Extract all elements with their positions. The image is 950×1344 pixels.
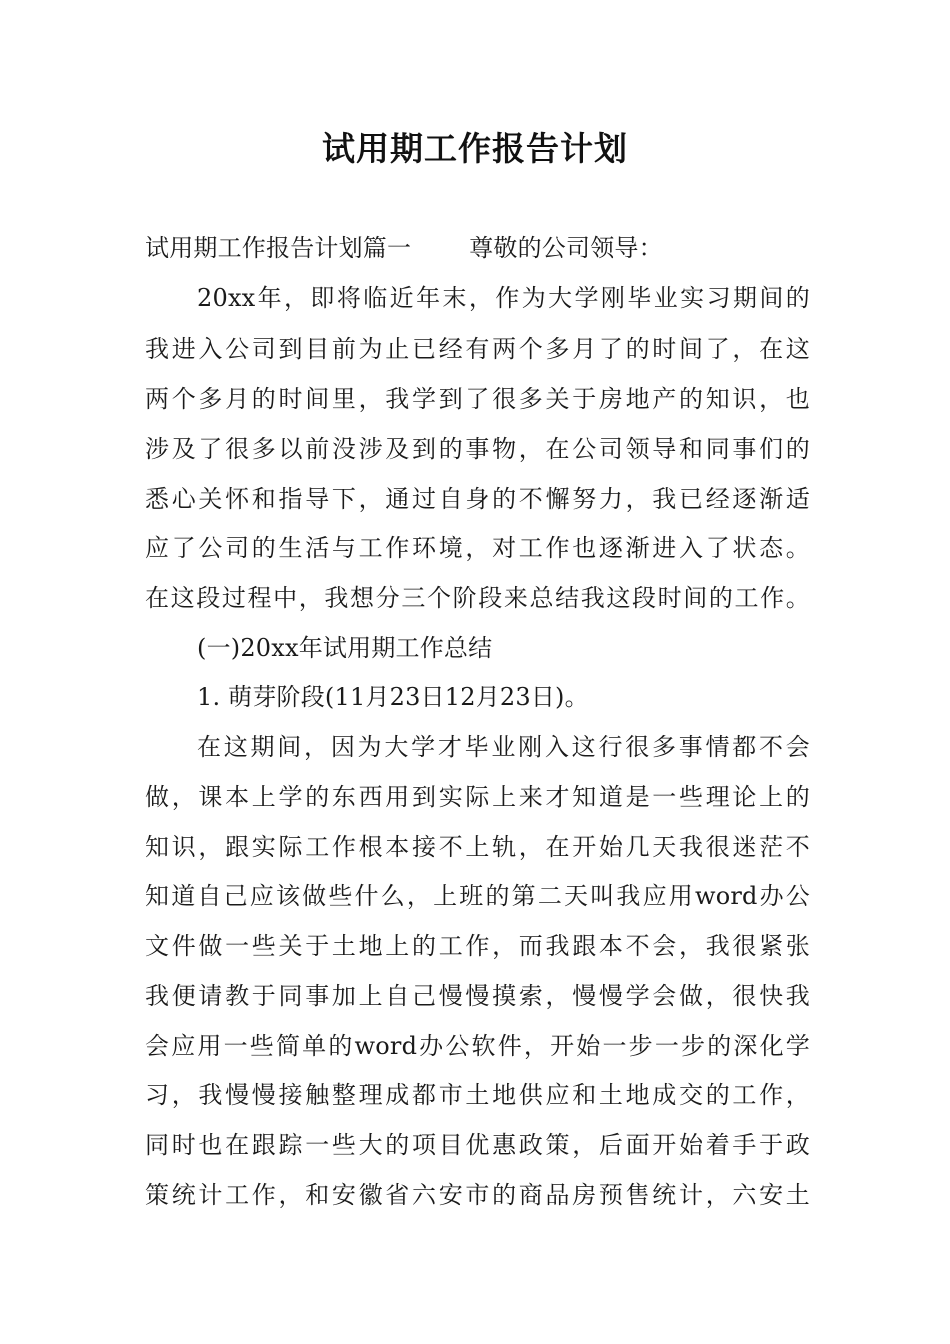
paragraph-line: 同时也在跟踪一些大的项目优惠政策，后面开始着手于政 — [145, 1131, 810, 1159]
paragraph-line: 20xx年，即将临近年末，作为大学刚毕业实习期间的 — [197, 284, 810, 312]
section-heading: (一)20xx年试用期工作总结 — [197, 634, 493, 662]
paragraph-line: 在这段过程中，我想分三个阶段来总结我这段时间的工作。 — [145, 584, 810, 612]
paragraph-line: 策统计工作，和安徽省六安市的商品房预售统计，六安土 — [145, 1181, 810, 1209]
paragraph-line: 习，我慢慢接触整理成都市土地供应和土地成交的工作， — [145, 1081, 810, 1109]
paragraph-line: 涉及了很多以前没涉及到的事物，在公司领导和同事们的 — [145, 435, 810, 463]
document-title: 试用期工作报告计划 — [322, 129, 628, 168]
subsection-heading: 1. 萌芽阶段(11月23日12月23日)。 — [197, 683, 589, 711]
intro-line — [145, 232, 663, 264]
paragraph-line: 我便请教于同事加上自己慢慢摸索，慢慢学会做，很快我 — [145, 982, 810, 1010]
paragraph-line: 知识，跟实际工作根本接不上轨，在开始几天我很迷茫不 — [145, 833, 810, 861]
paragraph-line: 两个多月的时间里，我学到了很多关于房地产的知识，也 — [145, 385, 810, 413]
paragraph-line: 应了公司的生活与工作环境，对工作也逐渐进入了状态。 — [145, 534, 810, 562]
paragraph-line: 悉心关怀和指导下，通过自身的不懈努力，我已经逐渐适 — [145, 485, 810, 513]
paragraph-line: 会应用一些简单的word办公软件，开始一步一步的深化学 — [145, 1032, 810, 1060]
paragraph-line: 知道自己应该做些什么，上班的第二天叫我应用word办公 — [145, 882, 810, 910]
paragraph-line: 文件做一些关于土地上的工作，而我跟本不会，我很紧张 — [145, 932, 810, 960]
paragraph-line: 在这期间，因为大学才毕业刚入这行很多事情都不会 — [197, 733, 810, 761]
salutation: 尊敬的公司领导： — [469, 234, 663, 262]
paragraph-line: 做，课本上学的东西用到实际上来才知道是一些理论上的 — [145, 783, 810, 811]
paragraph-line: 我进入公司到目前为止已经有两个多月了的时间了，在这 — [145, 335, 810, 363]
section-label: 试用期工作报告计划篇一 — [145, 234, 412, 262]
